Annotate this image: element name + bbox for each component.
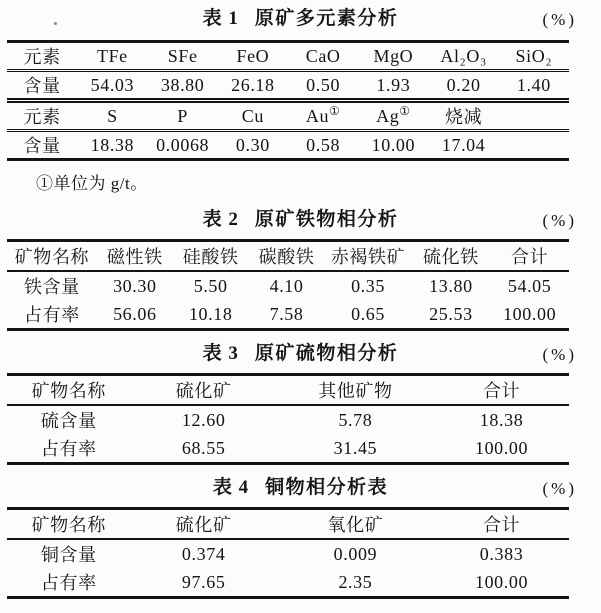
table-cell: 矿物名称 (7, 509, 131, 540)
table-cell: 合计 (434, 509, 569, 540)
table-section (7, 42, 569, 101)
table-row (7, 241, 569, 272)
table-cell: SiO₂ (499, 42, 569, 71)
table-cell: 铁含量 (24, 277, 80, 297)
table-cell: 12.60 (181, 409, 226, 430)
table-cell: 磁性铁 (97, 241, 173, 272)
table-cell: 铜含量 (40, 545, 97, 565)
table-cell: 17.04 (441, 134, 486, 155)
table-cell: 0.65 (351, 303, 385, 324)
table-cell: 1.93 (376, 74, 411, 95)
table2-caption-title: 原矿铁物相分析 (254, 209, 399, 230)
table3-caption-title: 原矿硫物相分析 (254, 343, 399, 364)
table-cell: 0.20 (446, 74, 481, 95)
table2-caption (0, 209, 601, 231)
table1-unit-label: (%) (542, 10, 577, 29)
table-cell: 硅酸铁 (173, 241, 249, 272)
table-section (7, 101, 569, 160)
table-row (7, 434, 569, 464)
table-cell: 合计 (434, 375, 569, 406)
table-cell: 占有率 (24, 305, 80, 325)
table-cell: 68.55 (181, 437, 226, 458)
table4-caption-title: 铜物相分析表 (265, 477, 389, 498)
table2-iron-phase-analysis (7, 239, 569, 331)
table-cell: 100.00 (503, 303, 557, 324)
table-cell: CaO (288, 42, 358, 71)
table-cell: SFe (148, 42, 218, 71)
table-row (7, 300, 569, 330)
table-cell: 含量 (23, 76, 61, 96)
table-cell: 1.40 (516, 74, 551, 95)
table-cell: 7.58 (269, 303, 304, 324)
table-cell: 18.38 (479, 409, 524, 430)
table-cell: 26.18 (231, 74, 275, 95)
table2-unit-label: (%) (542, 211, 577, 230)
table-cell: 硫化铁 (412, 241, 491, 272)
table-cell: 氧化矿 (277, 509, 434, 540)
table-cell: Al₂O₃ (429, 42, 499, 71)
table-cell: 30.30 (113, 275, 157, 296)
table-cell: 10.18 (188, 303, 233, 324)
table-cell: 100.00 (474, 437, 529, 458)
table-cell: 56.06 (113, 303, 157, 324)
table-cell: 2.35 (338, 571, 373, 592)
table2-caption-label: 表 2 (202, 209, 239, 230)
table-cell: 赤褐铁矿 (324, 241, 411, 272)
table-cell: MgO (358, 42, 428, 71)
table-cell: 硫化矿 (131, 375, 277, 406)
table-row (7, 539, 569, 568)
table-row (7, 42, 569, 71)
table-row (7, 101, 569, 131)
table-cell: 0.374 (181, 543, 226, 564)
table-section (7, 375, 569, 464)
table-row (7, 568, 569, 598)
table-cell: 烧减 (429, 101, 499, 131)
table-cell: S (77, 101, 147, 131)
table-cell: 5.50 (193, 275, 228, 296)
table-cell: 0.50 (306, 74, 341, 95)
table-cell: TFe (77, 42, 147, 71)
table-cell: 元素 (7, 42, 77, 71)
table1-caption-title: 原矿多元素分析 (254, 8, 399, 29)
footnote-marker-icon: ① (329, 103, 341, 118)
table-cell: 硫含量 (40, 411, 97, 431)
table-row (7, 405, 569, 434)
table-cell: 54.05 (507, 275, 552, 296)
table-cell: 硫化矿 (131, 509, 277, 540)
table3-caption (0, 343, 601, 365)
table-cell: 碳酸铁 (249, 241, 325, 272)
table-row (7, 271, 569, 300)
table-cell: 54.03 (90, 74, 135, 95)
table-cell: 25.53 (429, 303, 473, 324)
table1-caption-label: 表 1 (202, 8, 239, 29)
table-cell: 含量 (23, 136, 61, 156)
table-cell: 5.78 (338, 409, 373, 430)
table1-multi-element-analysis (7, 40, 569, 161)
table-section (7, 509, 569, 598)
table-cell: 元素 (7, 101, 77, 131)
table-row (7, 131, 569, 160)
table-cell: Au① (288, 101, 358, 131)
table-cell: 0.35 (351, 275, 385, 296)
table-cell: 100.00 (474, 571, 529, 592)
footnote-marker-icon: ① (399, 103, 411, 118)
table-row (7, 375, 569, 406)
table-cell: 0.30 (235, 134, 270, 155)
table-cell: 占有率 (40, 439, 97, 459)
table-cell: 合计 (490, 241, 569, 272)
table-cell: 其他矿物 (277, 375, 434, 406)
table-cell (499, 101, 569, 131)
table-row (7, 71, 569, 101)
table-cell: 占有率 (40, 573, 97, 593)
table-cell: 4.10 (269, 275, 304, 296)
table-cell: 97.65 (181, 571, 226, 592)
table4-copper-phase-analysis (7, 507, 569, 599)
table-cell: 0.0068 (156, 134, 210, 155)
table-cell: FeO (218, 42, 288, 71)
table3-unit-label: (%) (542, 345, 577, 364)
table-cell: 10.00 (371, 134, 416, 155)
table3-caption-label: 表 3 (202, 343, 239, 364)
table-cell: 矿物名称 (7, 241, 97, 272)
table-cell: 0.009 (333, 543, 378, 564)
table-cell: 31.45 (333, 437, 378, 458)
table-cell: 18.38 (90, 134, 135, 155)
table-cell: Ag① (358, 101, 428, 131)
table1-caption (0, 8, 601, 30)
table4-caption-label: 表 4 (212, 477, 250, 498)
table-cell (499, 131, 569, 160)
table1-footnote: ①单位为 g/t。 (36, 174, 148, 193)
table-cell: 38.80 (160, 74, 205, 95)
table-cell: 矿物名称 (7, 375, 131, 406)
table3-sulfur-phase-analysis (7, 373, 569, 465)
table-cell: P (148, 101, 218, 131)
table-row (7, 509, 569, 540)
table-cell: 13.80 (429, 275, 473, 296)
table4-caption (0, 477, 601, 499)
table4-unit-label: (%) (542, 479, 577, 498)
table-section (7, 241, 569, 330)
table-cell: 0.383 (479, 543, 524, 564)
table-cell: 0.58 (306, 134, 341, 155)
table-cell: Cu (218, 101, 288, 131)
